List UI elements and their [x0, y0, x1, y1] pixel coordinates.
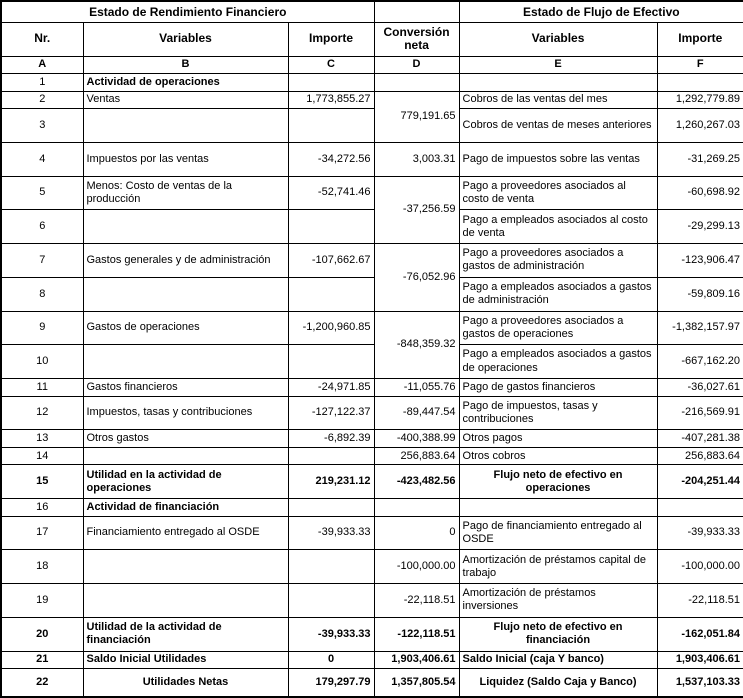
letter-a: A: [1, 56, 83, 74]
letter-e: E: [459, 56, 657, 74]
cell-variable-left: Menos: Costo de ventas de la producción: [83, 176, 288, 210]
cell-importe-left: 0: [288, 651, 374, 669]
cell-variable-right: [459, 74, 657, 92]
cell-conversion: -100,000.00: [374, 550, 459, 584]
cell-variable-left: [83, 550, 288, 584]
cell-importe-right: 1,903,406.61: [657, 651, 743, 669]
table-row: [1, 91, 743, 109]
table-row: [1, 176, 743, 210]
cell-nr: 11: [1, 378, 83, 396]
cell-conversion: -89,447.54: [374, 396, 459, 430]
table-row-utilidades-netas: [1, 669, 743, 697]
cell-importe-left: 1,773,855.27: [288, 91, 374, 109]
cell-importe-right: [657, 74, 743, 92]
cell-importe-left: -24,971.85: [288, 378, 374, 396]
cell-variable-right: Flujo neto de efectivo en financiación: [459, 617, 657, 651]
column-header-row: [1, 23, 743, 56]
cell-variable-right: Pago a proveedores asociados a gastos de operaciones: [459, 311, 657, 345]
cell-importe-right: -31,269.25: [657, 142, 743, 176]
table-row: [1, 210, 743, 244]
cell-variable-right: Pago a proveedores asociados al costo de venta: [459, 176, 657, 210]
cell-importe-right: -162,051.84: [657, 617, 743, 651]
cell-variable-right: Amortización de préstamos capital de trabajo: [459, 550, 657, 584]
cell-importe-left: -127,122.37: [288, 396, 374, 430]
cell-variable-right: Cobros de ventas de meses anteriores: [459, 109, 657, 143]
cell-nr: 2: [1, 91, 83, 109]
cell-nr: 14: [1, 447, 83, 465]
cell-importe-right: 1,260,267.03: [657, 109, 743, 143]
letter-d: D: [374, 56, 459, 74]
cell-importe-left: -39,933.33: [288, 516, 374, 550]
cell-importe-right: [657, 499, 743, 517]
cell-nr: 12: [1, 396, 83, 430]
table-row: [1, 430, 743, 448]
cell-variable-left: [83, 277, 288, 311]
cell-importe-right: -667,162.20: [657, 345, 743, 379]
cell-importe-left: [288, 74, 374, 92]
cell-conversion: -76,052.96: [374, 244, 459, 311]
cell-importe-right: 1,537,103.33: [657, 669, 743, 697]
cell-importe-left: -52,741.46: [288, 176, 374, 210]
table-row: [1, 142, 743, 176]
cell-nr: 15: [1, 465, 83, 499]
cell-nr: 13: [1, 430, 83, 448]
cell-nr: 3: [1, 109, 83, 143]
cell-variable-right: Pago de gastos financieros: [459, 378, 657, 396]
cell-variable-left: [83, 584, 288, 618]
cell-importe-right: -216,569.91: [657, 396, 743, 430]
cell-conversion: -848,359.32: [374, 311, 459, 378]
cell-importe-left: 219,231.12: [288, 465, 374, 499]
cell-importe-right: 1,292,779.89: [657, 91, 743, 109]
title-left: Estado de Rendimiento Financiero: [1, 1, 374, 23]
header-nr: Nr.: [1, 23, 83, 56]
cell-variable-right: Saldo Inicial (caja Y banco): [459, 651, 657, 669]
cell-importe-left: -1,200,960.85: [288, 311, 374, 345]
table-row: [1, 584, 743, 618]
cell-importe-left: -107,662.67: [288, 244, 374, 278]
cell-importe-left: [288, 550, 374, 584]
cell-conversion: 1,357,805.54: [374, 669, 459, 697]
cell-variable-right: Cobros de las ventas del mes: [459, 91, 657, 109]
cell-variable-right: Pago de impuestos, tasas y contribuciones: [459, 396, 657, 430]
cell-variable-left: Utilidad de la actividad de financiación: [83, 617, 288, 651]
cell-variable-left: [83, 109, 288, 143]
cell-variable-right: Pago a empleados asociados al costo de venta: [459, 210, 657, 244]
cell-importe-left: -6,892.39: [288, 430, 374, 448]
cell-variable-right: Flujo neto de efectivo en operaciones: [459, 465, 657, 499]
cell-variable-right: Liquidez (Saldo Caja y Banco): [459, 669, 657, 697]
title-spacer-cell: [374, 1, 459, 23]
cell-conversion: 779,191.65: [374, 91, 459, 142]
cell-importe-right: 256,883.64: [657, 447, 743, 465]
letter-b: B: [83, 56, 288, 74]
cell-conversion: [374, 74, 459, 92]
table-row: [1, 499, 743, 517]
cell-importe-right: -59,809.16: [657, 277, 743, 311]
cell-importe-left: [288, 345, 374, 379]
table-row: [1, 378, 743, 396]
table-row: [1, 447, 743, 465]
cell-importe-right: -204,251.44: [657, 465, 743, 499]
cell-conversion: -122,118.51: [374, 617, 459, 651]
cell-variable-left: [83, 345, 288, 379]
header-importe-right: Importe: [657, 23, 743, 56]
title-row: [1, 1, 743, 23]
cell-nr: 7: [1, 244, 83, 278]
cell-nr: 19: [1, 584, 83, 618]
cell-variable-left: Financiamiento entregado al OSDE: [83, 516, 288, 550]
cell-nr: 10: [1, 345, 83, 379]
header-importe-left: Importe: [288, 23, 374, 56]
table-row: [1, 311, 743, 345]
cell-conversion: 1,903,406.61: [374, 651, 459, 669]
cell-nr: 16: [1, 499, 83, 517]
header-conversion: Conversión neta: [374, 23, 459, 56]
cell-conversion: [374, 499, 459, 517]
cell-nr: 22: [1, 669, 83, 697]
cell-conversion: 256,883.64: [374, 447, 459, 465]
cell-nr: 5: [1, 176, 83, 210]
table-row: [1, 244, 743, 278]
cell-importe-right: -22,118.51: [657, 584, 743, 618]
cell-variable-left: Utilidad en la actividad de operaciones: [83, 465, 288, 499]
cell-nr: 1: [1, 74, 83, 92]
cell-nr: 18: [1, 550, 83, 584]
cell-variable-left: Utilidades Netas: [83, 669, 288, 697]
table-row: [1, 550, 743, 584]
cell-conversion: -400,388.99: [374, 430, 459, 448]
table-row: [1, 277, 743, 311]
cell-importe-right: -407,281.38: [657, 430, 743, 448]
table-row: [1, 516, 743, 550]
table-row-summary-operations: [1, 465, 743, 499]
cell-variable-left: Impuestos por las ventas: [83, 142, 288, 176]
cell-nr: 8: [1, 277, 83, 311]
cell-conversion: -22,118.51: [374, 584, 459, 618]
cell-conversion: -423,482.56: [374, 465, 459, 499]
cell-variable-left: Impuestos, tasas y contribuciones: [83, 396, 288, 430]
cell-variable-left: Gastos generales y de administración: [83, 244, 288, 278]
cell-variable-left: Saldo Inicial Utilidades: [83, 651, 288, 669]
cell-nr: 6: [1, 210, 83, 244]
table-row: [1, 74, 743, 92]
cell-variable-right: Otros pagos: [459, 430, 657, 448]
cell-variable-right: Pago a empleados asociados a gastos de administración: [459, 277, 657, 311]
letter-c: C: [288, 56, 374, 74]
letter-f: F: [657, 56, 743, 74]
letter-row: [1, 56, 743, 74]
cell-importe-left: [288, 584, 374, 618]
cell-importe-left: [288, 109, 374, 143]
cell-variable-left: [83, 447, 288, 465]
cell-variable-right: Amortización de préstamos inversiones: [459, 584, 657, 618]
cell-variable-left: Otros gastos: [83, 430, 288, 448]
cell-variable-right: Pago de financiamiento entregado al OSDE: [459, 516, 657, 550]
title-right: Estado de Flujo de Efectivo: [459, 1, 743, 23]
cell-conversion: -11,055.76: [374, 378, 459, 396]
cell-variable-left: [83, 210, 288, 244]
cell-importe-left: [288, 277, 374, 311]
table-row: [1, 396, 743, 430]
cell-importe-left: [288, 447, 374, 465]
cell-variable-right: Pago de impuestos sobre las ventas: [459, 142, 657, 176]
cell-variable-left: Actividad de financiación: [83, 499, 288, 517]
cell-importe-right: -100,000.00: [657, 550, 743, 584]
cell-importe-left: 179,297.79: [288, 669, 374, 697]
cell-importe-right: -60,698.92: [657, 176, 743, 210]
cell-nr: 9: [1, 311, 83, 345]
table-row: [1, 109, 743, 143]
table-row-saldo-inicial: [1, 651, 743, 669]
cell-importe-left: [288, 499, 374, 517]
cell-conversion: -37,256.59: [374, 176, 459, 243]
table-row-summary-financing: [1, 617, 743, 651]
cell-variable-right: Pago a proveedores asociados a gastos de administración: [459, 244, 657, 278]
cell-variable-left: Actividad de operaciones: [83, 74, 288, 92]
cell-importe-left: [288, 210, 374, 244]
cell-variable-right: Pago a empleados asociados a gastos de operaciones: [459, 345, 657, 379]
cell-variable-right: Otros cobros: [459, 447, 657, 465]
cell-importe-left: -34,272.56: [288, 142, 374, 176]
cell-importe-right: -36,027.61: [657, 378, 743, 396]
cell-conversion: 3,003.31: [374, 142, 459, 176]
cell-importe-right: -29,299.13: [657, 210, 743, 244]
cell-importe-right: -39,933.33: [657, 516, 743, 550]
cell-conversion: 0: [374, 516, 459, 550]
cell-variable-right: [459, 499, 657, 517]
cell-variable-left: Ventas: [83, 91, 288, 109]
cell-nr: 20: [1, 617, 83, 651]
header-variables-right: Variables: [459, 23, 657, 56]
table-row: [1, 345, 743, 379]
cell-nr: 4: [1, 142, 83, 176]
cell-nr: 21: [1, 651, 83, 669]
header-variables-left: Variables: [83, 23, 288, 56]
cell-importe-right: -123,906.47: [657, 244, 743, 278]
cell-nr: 17: [1, 516, 83, 550]
cell-importe-right: -1,382,157.97: [657, 311, 743, 345]
cell-variable-left: Gastos de operaciones: [83, 311, 288, 345]
cell-importe-left: -39,933.33: [288, 617, 374, 651]
cell-variable-left: Gastos financieros: [83, 378, 288, 396]
